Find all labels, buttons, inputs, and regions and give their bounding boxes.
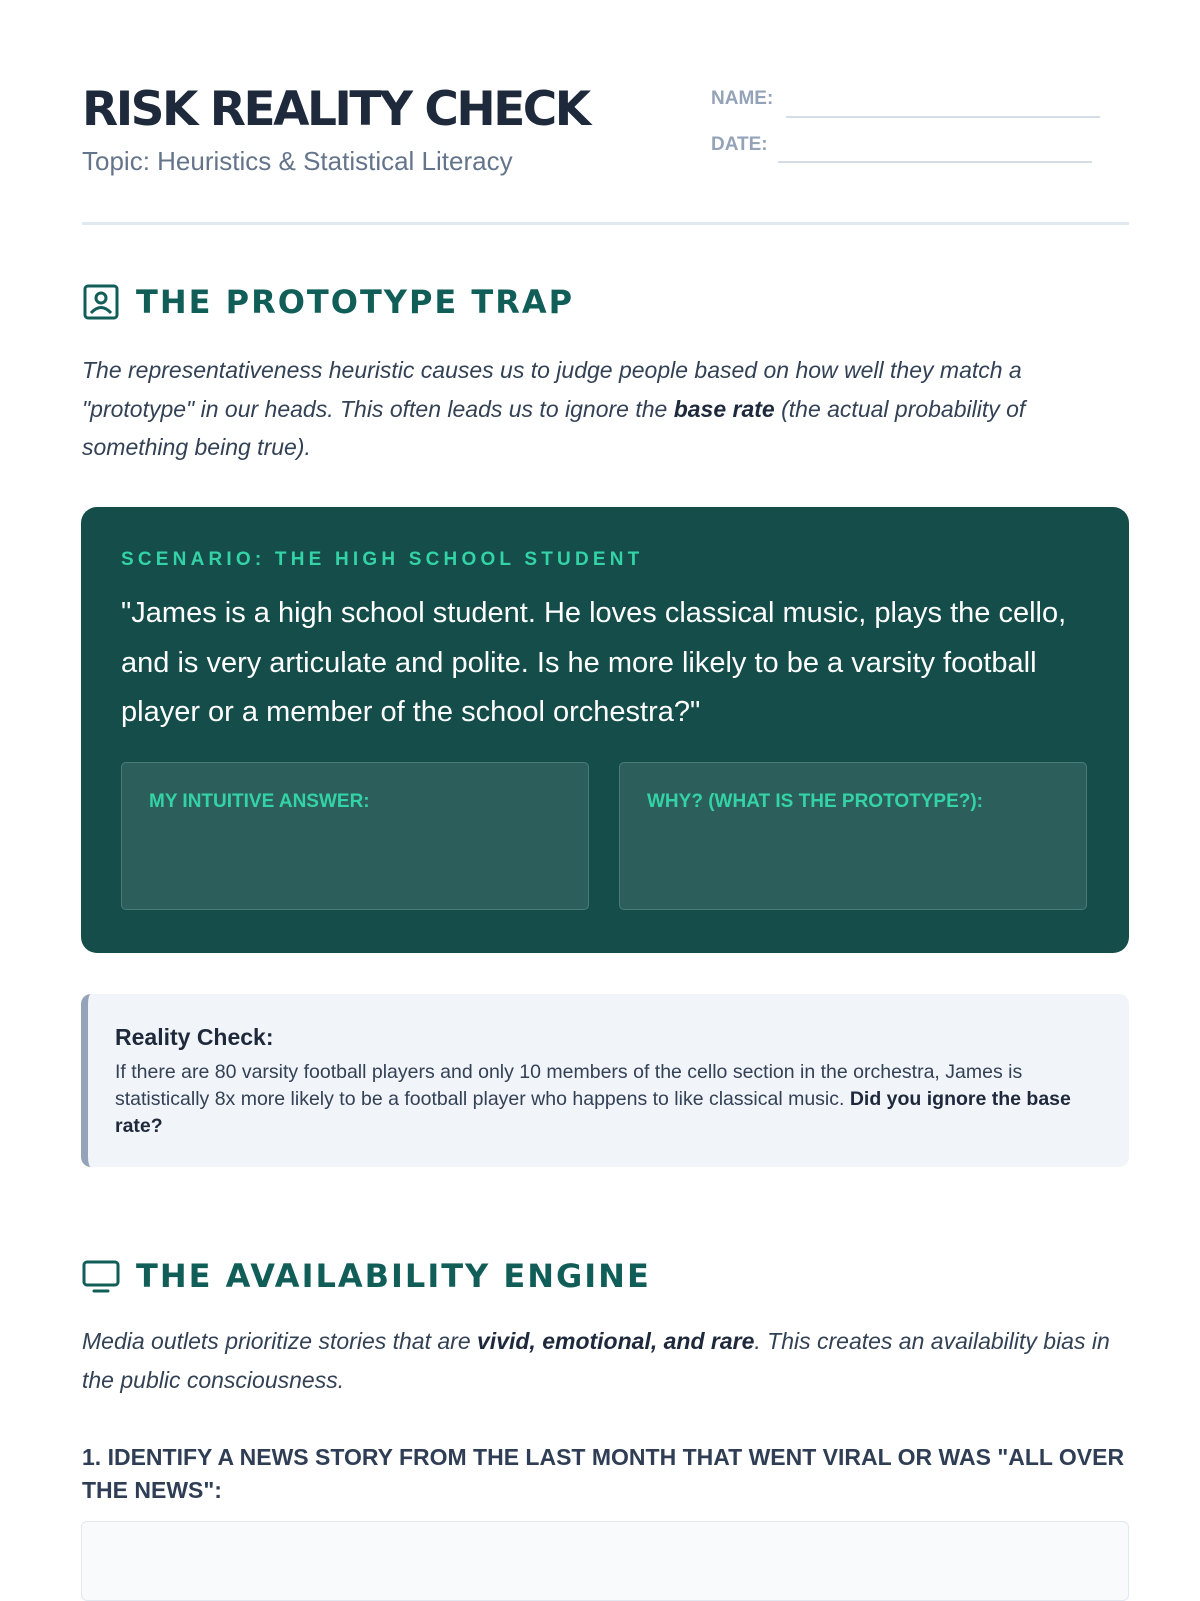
portrait-icon (82, 283, 120, 321)
reality-check-body: If there are 80 varsity football players and only 10 members of the cello section in the orchestra, James is statistically 8x more likely to be a football player who happens to like classical music. Did you ignore the base rate? (115, 1061, 1071, 1137)
reality-check-callout (81, 994, 1129, 1167)
scenario-quote: "James is a high school student. He loves classical music, plays the cello, and is very articulate and polite. Is he more likely to be a varsity football player or a member of the school orchestra?" (121, 597, 1067, 728)
scenario-label: SCENARIO: THE HIGH SCHOOL STUDENT (121, 549, 644, 570)
section-heading-availability-engine (82, 1254, 651, 1298)
scenario-card (81, 507, 1129, 953)
section-heading-text: THE PROTOTYPE TRAP (136, 283, 575, 321)
reality-check-title: Reality Check: (115, 1024, 274, 1050)
page-title: RISK REALITY CHECK (82, 82, 589, 137)
intuitive-answer-box[interactable] (121, 762, 589, 910)
section-intro-availability: Media outlets prioritize stories that are vivid, emotional, and rare. This creates an availability bias in the public consciousness. (82, 1328, 1110, 1393)
section-intro-prototype: The representativeness heuristic causes us to judge people based on how well they match a "prototype" in our heads. This often leads us to ignore the base rate (the actual probability of something being true). (82, 357, 1026, 460)
name-label: NAME: (711, 88, 774, 109)
prototype-why-box[interactable] (619, 762, 1087, 910)
monitor-icon (82, 1257, 120, 1295)
date-label: DATE: (711, 134, 768, 155)
section-heading-prototype-trap (82, 280, 574, 324)
section-heading-text: THE AVAILABILITY ENGINE (136, 1257, 651, 1295)
intuitive-answer-label: MY INTUITIVE ANSWER: (149, 791, 370, 812)
prototype-why-label: WHY? (WHAT IS THE PROTOTYPE?): (647, 791, 983, 812)
page-subtitle: Topic: Heuristics & Statistical Literacy (82, 146, 513, 176)
question-1-answer-field[interactable] (81, 1521, 1129, 1601)
header-divider (82, 222, 1129, 225)
name-field-line[interactable] (786, 116, 1100, 118)
question-1-label: 1. IDENTIFY A NEWS STORY FROM THE LAST MONTH THAT WENT VIRAL OR WAS "ALL OVER THE NEWS": (82, 1444, 1125, 1503)
date-field-line[interactable] (778, 161, 1092, 163)
